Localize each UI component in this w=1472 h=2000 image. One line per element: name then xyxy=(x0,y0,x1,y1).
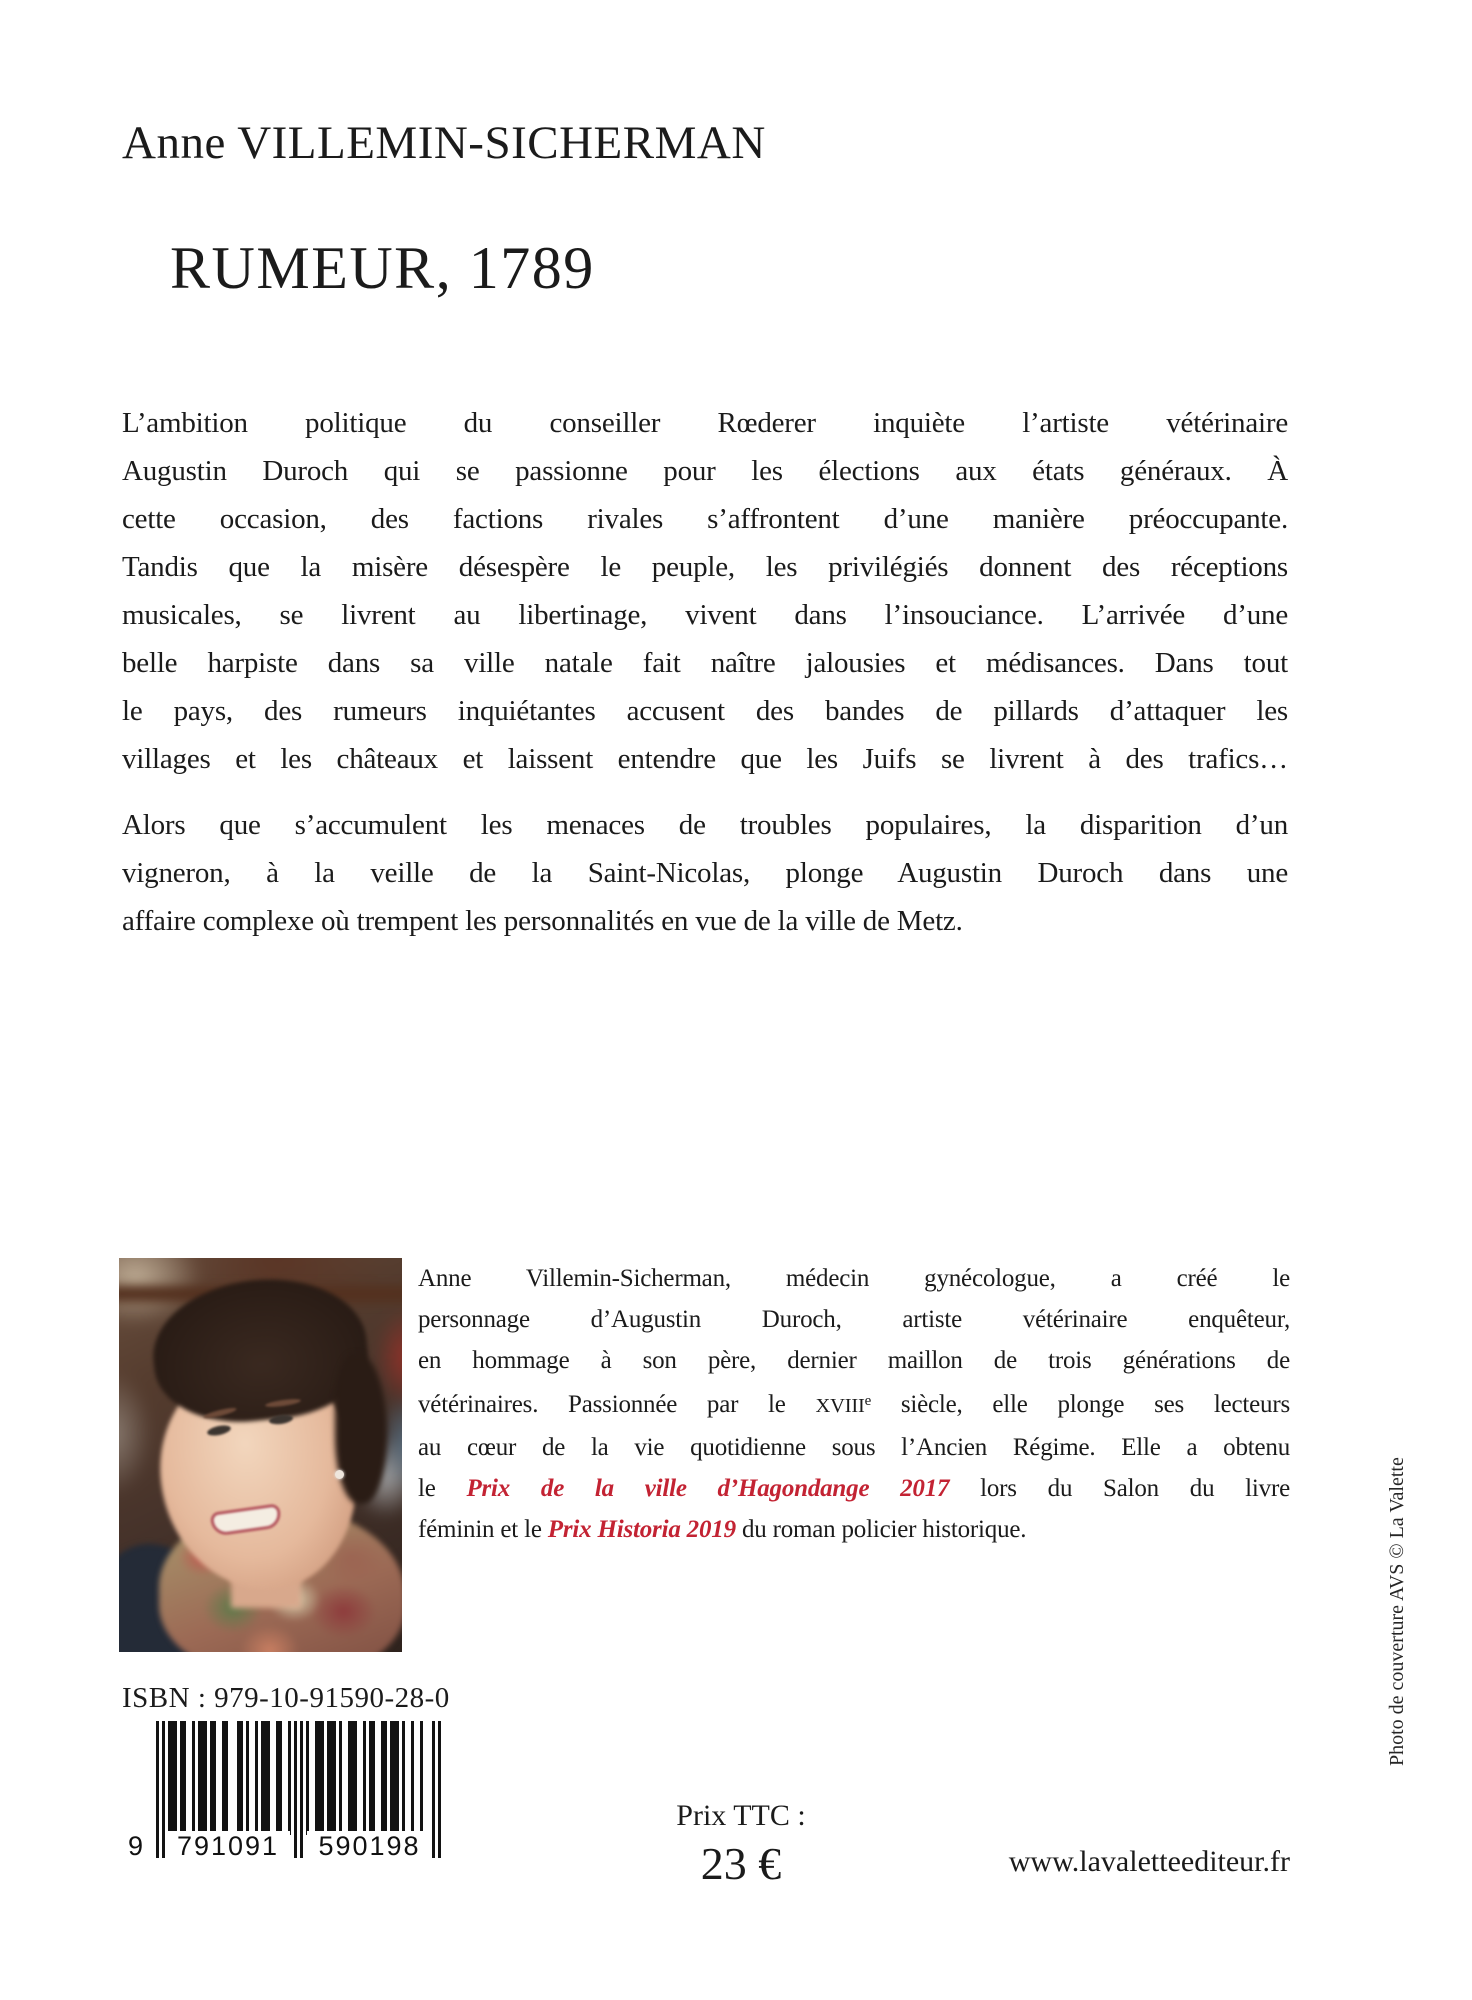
synopsis-line: le pays, des rumeurs inquiétantes accusent des bandes de pillards d’attaquer les xyxy=(122,695,1288,727)
bio-text-segment: vétérinaires. Passionnée par le xyxy=(418,1390,816,1418)
century-small-caps: XVIII xyxy=(815,1394,865,1417)
synopsis-line: villages et les châteaux et laissent entendre que les Juifs se livrent à des trafics… xyxy=(122,743,1288,775)
author-name: Anne VILLEMIN-SICHERMAN xyxy=(122,117,766,169)
synopsis-line: L’ambition politique du conseiller Rœderer inquiète l’artiste vétérinaire xyxy=(122,407,1288,439)
bio-line: Anne Villemin-Sicherman, médecin gynécologue, a créé le xyxy=(418,1265,1290,1292)
bio-line: au cœur de la vie quotidienne sous l’Ancien Régime. Elle a obtenu xyxy=(418,1433,1290,1461)
book-title: RUMEUR, 1789 xyxy=(170,235,595,301)
synopsis-line: belle harpiste dans sa ville natale fait naître jalousies et médisances. Dans tout xyxy=(122,647,1288,679)
price-value: 23 € xyxy=(700,1838,782,1889)
barcode-digit-group-2: 590198 xyxy=(307,1831,432,1862)
bio-text-segment: du roman policier historique. xyxy=(735,1515,1027,1543)
bio-text-segment: le xyxy=(418,1474,467,1502)
synopsis-line: Alors que s’accumulent les menaces de troubles populaires, la disparition d’un xyxy=(122,809,1288,841)
synopsis-line: Tandis que la misère désespère le peuple, les privilégiés donnent des réceptions xyxy=(122,551,1288,583)
synopsis-line: musicales, se livrent au libertinage, vivent dans l’insouciance. L’arrivée d’une xyxy=(122,599,1288,631)
bio-line xyxy=(418,1509,1290,1550)
barcode-digits xyxy=(128,1831,441,1861)
publisher-website: www.lavaletteediteur.fr xyxy=(1008,1845,1290,1878)
synopsis-line: cette occasion, des factions rivales s’affrontent d’une manière préoccupante. xyxy=(122,503,1288,535)
price-label: Prix TTC : xyxy=(676,1799,806,1832)
bio-line: en hommage à son père, dernier maillon de trois générations de xyxy=(418,1347,1290,1374)
photo-credit-vertical: Photo de couverture AVS © La Valette xyxy=(1386,1457,1408,1766)
bio-text-segment: siècle, elle plonge ses lecteurs xyxy=(871,1390,1290,1418)
barcode-digit-group-1: 791091 xyxy=(166,1831,290,1862)
synopsis-line: affaire complexe où trempent les personnalités en vue de la ville de Metz. xyxy=(122,905,963,937)
prize-highlight-historia: Prix Historia 2019 xyxy=(547,1515,736,1543)
synopsis-line: vigneron, à la veille de la Saint-Nicolas, plonge Augustin Duroch dans une xyxy=(122,857,1288,889)
synopsis-line: Augustin Duroch qui se passionne pour les élections aux états généraux. À xyxy=(122,455,1288,487)
bio-line xyxy=(418,1381,1290,1427)
photo-pearl-earring xyxy=(335,1470,344,1479)
bio-line xyxy=(418,1468,1290,1509)
author-bio xyxy=(418,1258,1290,1550)
author-photo xyxy=(119,1258,402,1652)
bio-line: personnage d’Augustin Duroch, artiste vétérinaire enquêteur, xyxy=(418,1306,1290,1333)
barcode xyxy=(128,1721,441,1862)
price-block xyxy=(620,1799,862,1890)
century-superscript: e xyxy=(864,1393,872,1409)
isbn-text: ISBN : 979-10-91590-28-0 xyxy=(122,1682,450,1714)
barcode-digit-first: 9 xyxy=(128,1831,144,1861)
synopsis-paragraph-1 xyxy=(122,399,1288,783)
bio-text-segment: lors du Salon du livre xyxy=(949,1474,1290,1502)
prize-highlight-hagondange: Prix de la ville d’Hagondange 2017 xyxy=(466,1474,950,1502)
synopsis-paragraph-2 xyxy=(122,801,1288,945)
bio-text-segment: féminin et le xyxy=(418,1515,548,1543)
